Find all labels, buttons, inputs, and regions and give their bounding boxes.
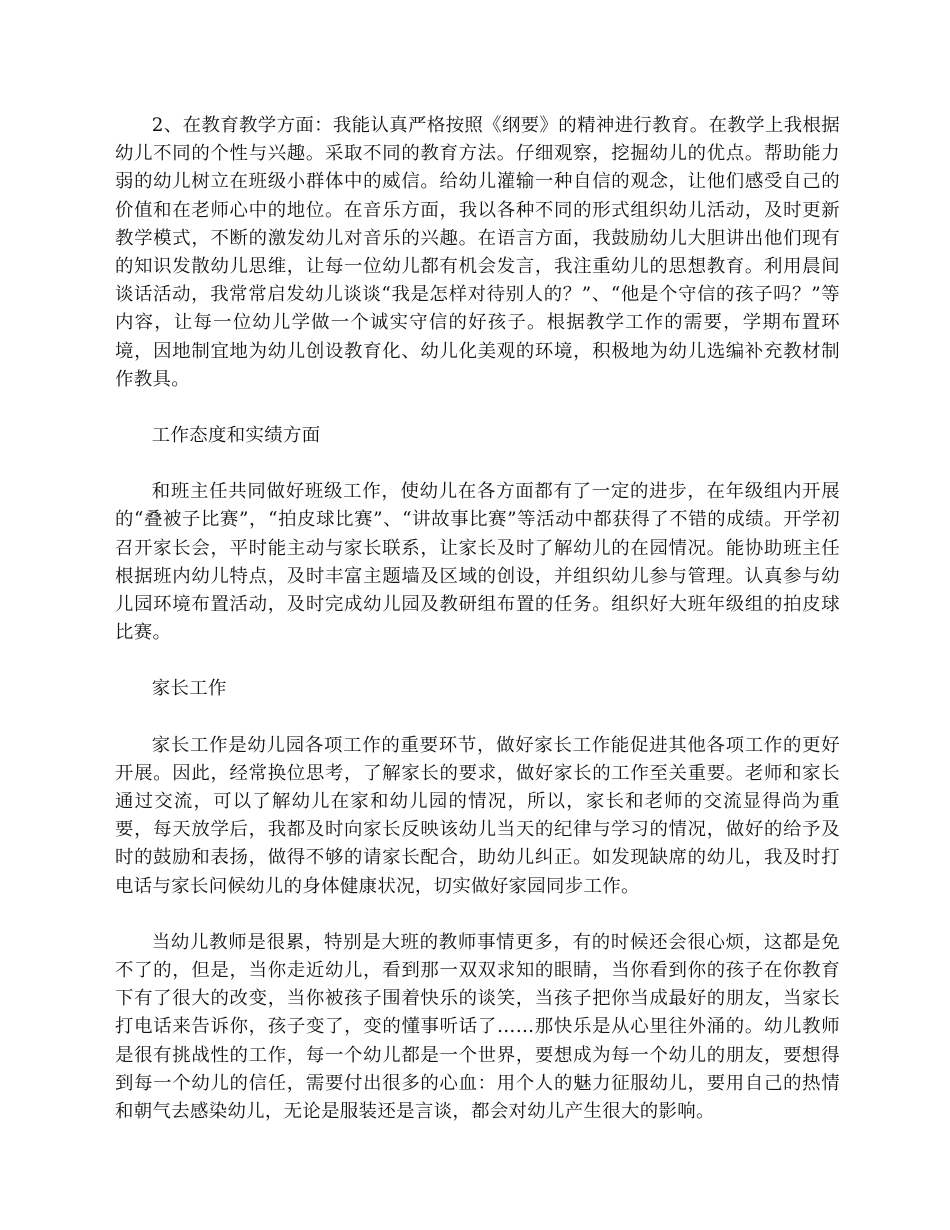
- paragraph-spacer: [115, 704, 840, 732]
- paragraph-spacer: [115, 450, 840, 478]
- paragraph-spacer: [115, 394, 840, 422]
- paragraph-parent-work: 家长工作是幼儿园各项工作的重要环节，做好家长工作能促进其他各项工作的更好开展。因此，经常换位思考，了解家长的要求，做好家长的工作至关重要。老师和家长通过交流，可以了解幼儿在家和幼儿园的情况，所以，家长和老师的交流显得尚为重要，每天放学后，我都及时向家长反映该幼儿当天的纪律与学习的情况，做好的给予及时的鼓励和表扬，做得不够的请家长配合，助幼儿纠正。如发现缺席的幼儿，我及时打电话与家长问候幼儿的身体健康状况，切实做好家园同步工作。: [115, 734, 840, 897]
- paragraph-reflection: 当幼儿教师是很累，特别是大班的教师事情更多，有的时候还会很心烦，这都是免不了的，但是，当你走近幼儿，看到那一双双求知的眼睛，当你看到你的孩子在你教育下有了很大的改变，当你被孩子围着快乐的谈笑，当孩子把你当成最好的朋友，当家长打电话来告诉你，孩子变了，变的懂事听话了……那快乐是从心里往外涌的。幼儿教师是很有挑战性的工作，每一个幼儿都是一个世界，要想成为每一个幼儿的朋友，要想得到每一个幼儿的信任，需要付出很多的心血：用个人的魅力征服幼儿，要用自己的热情和朝气去感染幼儿，无论是服装还是言谈，都会对幼儿产生很大的影响。: [115, 931, 840, 1123]
- paragraph-spacer: [115, 647, 840, 675]
- paragraph-teaching: 2、在教育教学方面：我能认真严格按照《纲要》的精神进行教育。在教学上我根据幼儿不同的个性与兴趣。采取不同的教育方法。仔细观察，挖掘幼儿的优点。帮助能力弱的幼儿树立在班级小群体中的威信。给幼儿灌输一种自信的观念，让他们感受自己的价值和在老师心中的地位。在音乐方面，我以各种不同的形式组织幼儿活动，及时更新教学模式，不断的激发幼儿对音乐的兴趣。在语言方面，我鼓励幼儿大胆讲出他们现有的知识发散幼儿思维，让每一位幼儿都有机会发言，我注重幼儿的思想教育。利用晨间谈话活动，我常常启发幼儿谈谈“我是怎样对待别人的？”、“他是个守信的孩子吗？”等内容，让每一位幼儿学做一个诚实守信的好孩子。根据教学工作的需要，学期布置环境，因地制宜地为幼儿创设教育化、幼儿化美观的环境，积极地为幼儿选编补充教材制作教具。: [115, 115, 840, 390]
- paragraph-work-attitude: 和班主任共同做好班级工作，使幼儿在各方面都有了一定的进步，在年级组内开展的“叠被子比赛”，“拍皮球比赛”、“讲故事比赛”等活动中都获得了不错的成绩。开学初召开家长会，平时能主动与家长联系，让家长及时了解幼儿的在园情况。能协助班主任根据班内幼儿特点，及时丰富主题墙及区域的创设，并组织幼儿参与管理。认真参与幼儿园环境布置活动，及时完成幼儿园及教研组布置的任务。组织好大班年级组的拍皮球比赛。: [115, 481, 840, 644]
- paragraph-spacer: [115, 901, 840, 929]
- heading-parent-work: 家长工作: [151, 678, 227, 700]
- heading-work-attitude: 工作态度和实绩方面: [151, 425, 321, 447]
- document-body: [115, 112, 840, 1126]
